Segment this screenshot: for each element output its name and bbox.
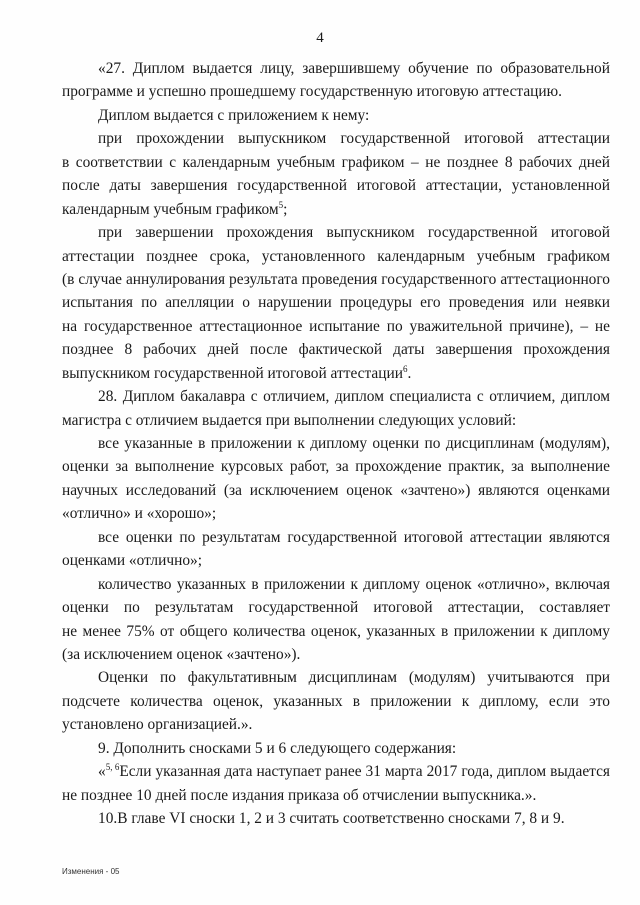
text-line (62, 713, 610, 736)
line-text: 9. Дополнить сносками 5 и 6 следующего содержания: (98, 739, 457, 757)
line-text: оценками «отлично»; (62, 552, 202, 570)
line-text: «27. Диплом выдается лицу, завершившему обучение по образовательной (98, 60, 610, 77)
line-text: все оценки по результатам государственной итоговой аттестации являются (98, 528, 610, 546)
text-line (62, 760, 610, 783)
line-text: испытания по апелляции о нарушении процедуры его проведения или неявки (62, 294, 610, 312)
line-text: Оценки по факультативным дисциплинам (модулям) учитываются при (98, 669, 610, 687)
line-text: при завершении прохождения выпускником государственной итоговой (98, 224, 610, 242)
text-line (62, 198, 610, 221)
line-text: магистра с отличием выдается при выполнении следующих условий: (62, 411, 517, 429)
text-line (62, 620, 610, 643)
line-text: (за исключением оценок «зачтено»). (62, 645, 301, 663)
text-line (62, 737, 610, 760)
line-text: аттестации позднее срока, установленного календарным учебным графиком (62, 247, 610, 265)
line-text: Диплом выдается с приложением к нему: (98, 106, 370, 124)
line-text: на государственное аттестационное испытание по уважительной причине), – не (62, 317, 610, 335)
footnote-reference: 6 (402, 363, 408, 374)
text-line (62, 221, 610, 244)
text-line (62, 690, 610, 713)
trailing-punctuation: . (407, 364, 412, 382)
line-text: оценки по результатам государственной итоговой аттестации, составляет (62, 599, 610, 617)
text-line (62, 385, 610, 408)
text-line (62, 362, 610, 385)
line-text: не менее 75% от общего количества оценок, указанных в приложении к диплому (62, 622, 610, 640)
line-text: при прохождении выпускником государственной итоговой аттестации (98, 130, 610, 148)
text-line (62, 174, 610, 197)
line-text: научных исследований (за исключением оценок «зачтено») являются оценками (62, 481, 610, 499)
text-line (62, 643, 610, 666)
text-line (62, 573, 610, 596)
text-line (62, 479, 610, 502)
line-text: оценки за выполнение курсовых работ, за прохождение практик, за выполнение (62, 458, 610, 476)
text-line (62, 104, 610, 127)
text-line (62, 596, 610, 619)
line-text: программе и успешно прошедшему государственную итоговую аттестацию. (62, 83, 562, 101)
text-line (62, 315, 610, 338)
text-line (62, 409, 610, 432)
line-text: в соответствии с календарным учебным графиком – не позднее 8 рабочих дней (62, 153, 610, 171)
text-line (62, 127, 610, 150)
line-text: подсчете количества оценок, указанных в приложении к диплому, если это (62, 692, 610, 710)
line-text: Если указанная дата наступает ранее 31 марта 2017 года, диплом выдается (119, 763, 610, 781)
footnote-marker: 5, 6 (105, 762, 120, 773)
text-line (62, 455, 610, 478)
footer-note: Изменения - 05 (62, 867, 120, 876)
text-line (62, 57, 610, 80)
footnote-reference: 5 (278, 199, 284, 210)
text-line (62, 549, 610, 572)
line-text: не позднее 10 дней после издания приказа об отчислении выпускника.». (62, 786, 537, 804)
line-text: все указанные в приложении к диплому оценки по дисциплинам (модулям), (98, 435, 610, 452)
text-line (62, 502, 610, 525)
text-line (62, 432, 610, 455)
line-text: календарным учебным графиком (62, 200, 279, 218)
text-line (62, 80, 610, 103)
line-text: количество указанных в приложении к диплому оценок «отлично», включая (98, 575, 610, 593)
trailing-punctuation: ; (283, 200, 288, 218)
text-line (62, 338, 610, 361)
line-text: 28. Диплом бакалавра с отличием, диплом специалиста с отличием, диплом (98, 388, 610, 406)
page-number: 4 (316, 30, 324, 46)
text-line (62, 666, 610, 689)
text-line (62, 151, 610, 174)
line-text: установлено организацией.». (62, 716, 253, 734)
line-text: (в случае аннулирования результата проведения государственного аттестационного (62, 270, 610, 288)
text-line (62, 526, 610, 549)
line-text: выпускником государственной итоговой аттестации (62, 364, 403, 382)
line-text: 10.В главе VI сноски 1, 2 и 3 считать соответственно сносками 7, 8 и 9. (98, 810, 565, 827)
line-text: после даты завершения государственной итоговой аттестации, установленной (62, 177, 610, 195)
text-line (62, 268, 610, 291)
document-body (62, 57, 610, 830)
opening-quote: « (98, 763, 106, 781)
text-line (62, 291, 610, 314)
line-text: «отлично» и «хорошо»; (62, 505, 217, 523)
line-text: позднее 8 рабочих дней после фактической даты завершения прохождения (62, 341, 610, 359)
text-line (62, 784, 610, 807)
text-line (62, 807, 610, 830)
text-line (62, 245, 610, 268)
